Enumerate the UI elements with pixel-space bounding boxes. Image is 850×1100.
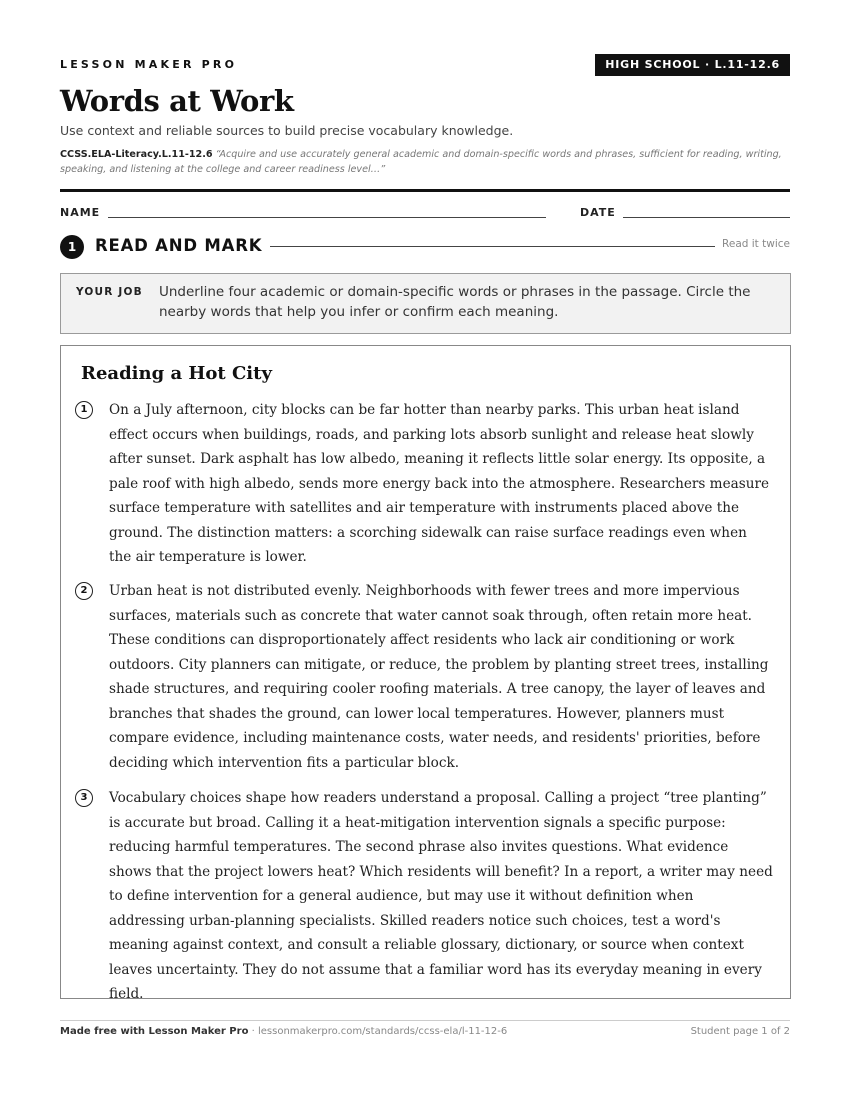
worksheet-subtitle: Use context and reliable sources to build precise vocabulary knowledge. [60, 123, 514, 138]
header-divider [60, 189, 790, 192]
paragraph-text: On a July afternoon, city blocks can be far hotter than nearby parks. This urban heat island effect occurs when buildings, roads, and parking lots absorb sunlight and release heat slowly after sunset. Dark asphalt has low albedo, meaning it reflects little solar energy. Its opposite, a pale roof with high albedo, sends more energy back into the atmosphere. Researchers measure surface temperature with satellites and air temperature with instruments placed above the ground. The distinction matters: a scorching sidewalk can raise surface readings even when the air temperature is lower. [109, 402, 769, 565]
brand-name: LESSON MAKER PRO [60, 58, 238, 71]
paragraph-number: 2 [75, 582, 93, 600]
date-field[interactable] [623, 217, 790, 218]
name-field[interactable] [108, 217, 546, 218]
instructions-label: YOUR JOB [76, 286, 143, 298]
section-number-badge: 1 [60, 235, 84, 259]
footer-url[interactable]: · lessonmakerpro.com/standards/ccss-ela/l-11-12-6 [248, 1026, 508, 1037]
paragraph-text: Vocabulary choices shape how readers understand a proposal. Calling a project “tree planting” is accurate but broad. Calling it a heat-mitigation intervention signals a specific purpose: reducing harmful temperatures. The second phrase also invites questions. What evidence shows that the project lowers heat? Which residents will benefit? In a report, a writer may need to define intervention for a general audience, but may use it without definition when addressing urban-planning specialists. Skilled readers notice such choices, test a word's meaning against context, and consult a reliable glossary, dictionary, or source when context leaves uncertainty. They do not assume that a familiar word has its everyday meaning in every field. [109, 790, 773, 1002]
paragraph-number: 1 [75, 401, 93, 419]
footer-made-with: Made free with Lesson Maker Pro [60, 1026, 249, 1037]
paragraph-text: Urban heat is not distributed evenly. Neighborhoods with fewer trees and more impervious surfaces, materials such as concrete that water cannot soak through, often retain more heat. These conditions can disproportionately affect residents who lack air conditioning or work outdoors. City planners can mitigate, or reduce, the problem by planting street trees, installing shade structures, and requiring cooler roofing materials. A tree canopy, the layer of leaves and branches that shades the ground, can lower local temperatures. However, planners must compare evidence, including maintenance costs, water needs, and residents' priorities, before deciding which intervention fits a particular block. [109, 583, 769, 771]
page-indicator: Student page 1 of 2 [690, 1026, 790, 1037]
instructions-text: Underline four academic or domain-specific words or phrases in the passage. Circle the nearby words that help you infer or confirm each meaning. [159, 284, 751, 320]
instructions-box [60, 273, 791, 334]
name-label: NAME [60, 206, 101, 219]
section-divider [270, 246, 715, 247]
footer-credit [60, 1026, 507, 1037]
paragraph-number: 3 [75, 789, 93, 807]
date-label: DATE [580, 206, 616, 219]
reading-passage [60, 345, 791, 1002]
standard-code: CCSS.ELA-Literacy.L.11-12.6 [60, 149, 213, 160]
section-hint: Read it twice [722, 238, 790, 250]
standard-reference [60, 148, 790, 177]
passage-title: Reading a Hot City [81, 363, 272, 384]
standard-quote: “Acquire and use accurately general academic and domain-specific words and phrases, sufficient for reading, writing, speaking, and listening at the college and career readiness level…” [60, 149, 782, 175]
footer-divider [60, 1020, 790, 1021]
section-title: READ AND MARK [95, 236, 263, 255]
level-badge: HIGH SCHOOL · L.11-12.6 [595, 54, 790, 76]
worksheet-title: Words at Work [60, 84, 294, 118]
